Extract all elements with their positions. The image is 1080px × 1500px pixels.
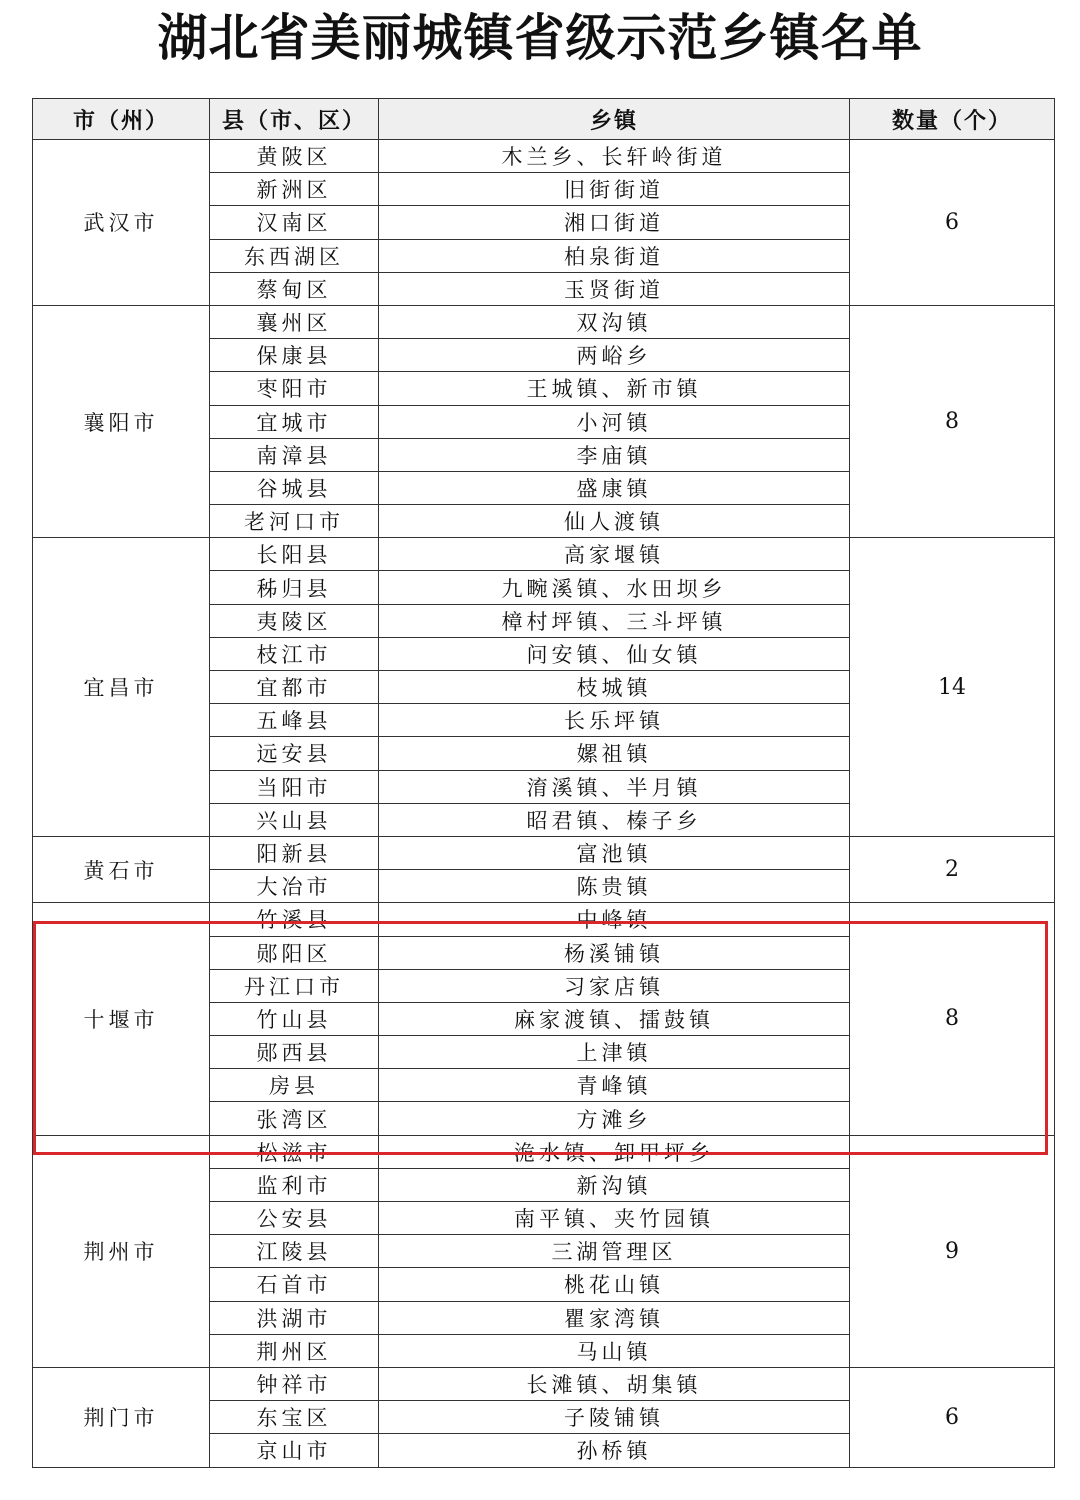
county-cell: 公安县 (210, 1202, 379, 1235)
town-cell: 淯溪镇、半月镇 (379, 770, 850, 803)
town-cell: 新沟镇 (379, 1168, 850, 1201)
town-cell: 仙人渡镇 (379, 505, 850, 538)
table-row (33, 1135, 1055, 1168)
town-cell: 习家店镇 (379, 969, 850, 1002)
town-cell: 子陵铺镇 (379, 1401, 850, 1434)
towns-table (32, 98, 1055, 1468)
town-cell: 长乐坪镇 (379, 704, 850, 737)
header-town: 乡镇 (379, 99, 850, 140)
count-cell: 8 (850, 305, 1055, 537)
county-cell: 枣阳市 (210, 372, 379, 405)
county-cell: 竹溪县 (210, 903, 379, 936)
county-cell: 东西湖区 (210, 239, 379, 272)
town-cell: 王城镇、新市镇 (379, 372, 850, 405)
city-cell: 武汉市 (33, 140, 210, 306)
city-cell: 宜昌市 (33, 538, 210, 837)
county-cell: 宜都市 (210, 671, 379, 704)
town-cell: 方滩乡 (379, 1102, 850, 1135)
town-cell: 桃花山镇 (379, 1268, 850, 1301)
count-cell: 6 (850, 1367, 1055, 1467)
county-cell: 荆州区 (210, 1334, 379, 1367)
county-cell: 宜城市 (210, 405, 379, 438)
header-county: 县（市、区） (210, 99, 379, 140)
town-cell: 青峰镇 (379, 1069, 850, 1102)
town-cell: 柏泉街道 (379, 239, 850, 272)
county-cell: 保康县 (210, 339, 379, 372)
county-cell: 钟祥市 (210, 1367, 379, 1400)
document-title: 湖北省美丽城镇省级示范乡镇名单 (157, 9, 923, 67)
county-cell: 老河口市 (210, 505, 379, 538)
town-cell: 玉贤街道 (379, 272, 850, 305)
count-cell: 2 (850, 836, 1055, 902)
town-cell: 南平镇、夹竹园镇 (379, 1202, 850, 1235)
town-cell: 盛康镇 (379, 471, 850, 504)
county-cell: 郧阳区 (210, 936, 379, 969)
county-cell: 江陵县 (210, 1235, 379, 1268)
table-row (33, 305, 1055, 338)
town-cell: 小河镇 (379, 405, 850, 438)
count-cell: 9 (850, 1135, 1055, 1367)
county-cell: 远安县 (210, 737, 379, 770)
town-cell: 湘口街道 (379, 206, 850, 239)
table-row (33, 538, 1055, 571)
city-cell: 十堰市 (33, 903, 210, 1135)
county-cell: 秭归县 (210, 571, 379, 604)
header-count: 数量（个） (850, 99, 1055, 140)
county-cell: 监利市 (210, 1168, 379, 1201)
town-cell: 瞿家湾镇 (379, 1301, 850, 1334)
town-cell: 上津镇 (379, 1036, 850, 1069)
town-cell: 中峰镇 (379, 903, 850, 936)
town-cell: 杨溪铺镇 (379, 936, 850, 969)
county-cell: 东宝区 (210, 1401, 379, 1434)
county-cell: 南漳县 (210, 438, 379, 471)
county-cell: 洪湖市 (210, 1301, 379, 1334)
table-row (33, 140, 1055, 173)
town-cell: 嫘祖镇 (379, 737, 850, 770)
county-cell: 竹山县 (210, 1002, 379, 1035)
county-cell: 五峰县 (210, 704, 379, 737)
header-city: 市（州） (33, 99, 210, 140)
county-cell: 大冶市 (210, 870, 379, 903)
town-cell: 孙桥镇 (379, 1434, 850, 1467)
county-cell: 谷城县 (210, 471, 379, 504)
county-cell: 襄州区 (210, 305, 379, 338)
town-cell: 旧街街道 (379, 173, 850, 206)
county-cell: 郧西县 (210, 1036, 379, 1069)
table-row (33, 1367, 1055, 1400)
county-cell: 汉南区 (210, 206, 379, 239)
county-cell: 兴山县 (210, 803, 379, 836)
table-header-row (33, 99, 1055, 140)
city-cell: 襄阳市 (33, 305, 210, 537)
town-cell: 李庙镇 (379, 438, 850, 471)
county-cell: 张湾区 (210, 1102, 379, 1135)
table-row (33, 903, 1055, 936)
county-cell: 房县 (210, 1069, 379, 1102)
count-cell: 14 (850, 538, 1055, 837)
county-cell: 蔡甸区 (210, 272, 379, 305)
town-cell: 富池镇 (379, 836, 850, 869)
county-cell: 长阳县 (210, 538, 379, 571)
town-cell: 洈水镇、卸甲坪乡 (379, 1135, 850, 1168)
county-cell: 当阳市 (210, 770, 379, 803)
town-cell: 昭君镇、榛子乡 (379, 803, 850, 836)
town-cell: 高家堰镇 (379, 538, 850, 571)
town-cell: 木兰乡、长轩岭街道 (379, 140, 850, 173)
county-cell: 夷陵区 (210, 604, 379, 637)
count-cell: 8 (850, 903, 1055, 1135)
city-cell: 黄石市 (33, 836, 210, 902)
city-cell: 荆门市 (33, 1367, 210, 1467)
county-cell: 黄陂区 (210, 140, 379, 173)
town-cell: 问安镇、仙女镇 (379, 637, 850, 670)
town-cell: 陈贵镇 (379, 870, 850, 903)
county-cell: 丹江口市 (210, 969, 379, 1002)
town-cell: 马山镇 (379, 1334, 850, 1367)
town-cell: 九畹溪镇、水田坝乡 (379, 571, 850, 604)
county-cell: 新洲区 (210, 173, 379, 206)
city-cell: 荆州市 (33, 1135, 210, 1367)
county-cell: 松滋市 (210, 1135, 379, 1168)
town-cell: 枝城镇 (379, 671, 850, 704)
table-row (33, 836, 1055, 869)
county-cell: 京山市 (210, 1434, 379, 1467)
count-cell: 6 (850, 140, 1055, 306)
town-cell: 麻家渡镇、擂鼓镇 (379, 1002, 850, 1035)
town-cell: 三湖管理区 (379, 1235, 850, 1268)
county-cell: 石首市 (210, 1268, 379, 1301)
county-cell: 枝江市 (210, 637, 379, 670)
town-cell: 长滩镇、胡集镇 (379, 1367, 850, 1400)
town-cell: 双沟镇 (379, 305, 850, 338)
town-cell: 樟村坪镇、三斗坪镇 (379, 604, 850, 637)
town-cell: 两峪乡 (379, 339, 850, 372)
table-body (33, 140, 1055, 1468)
county-cell: 阳新县 (210, 836, 379, 869)
